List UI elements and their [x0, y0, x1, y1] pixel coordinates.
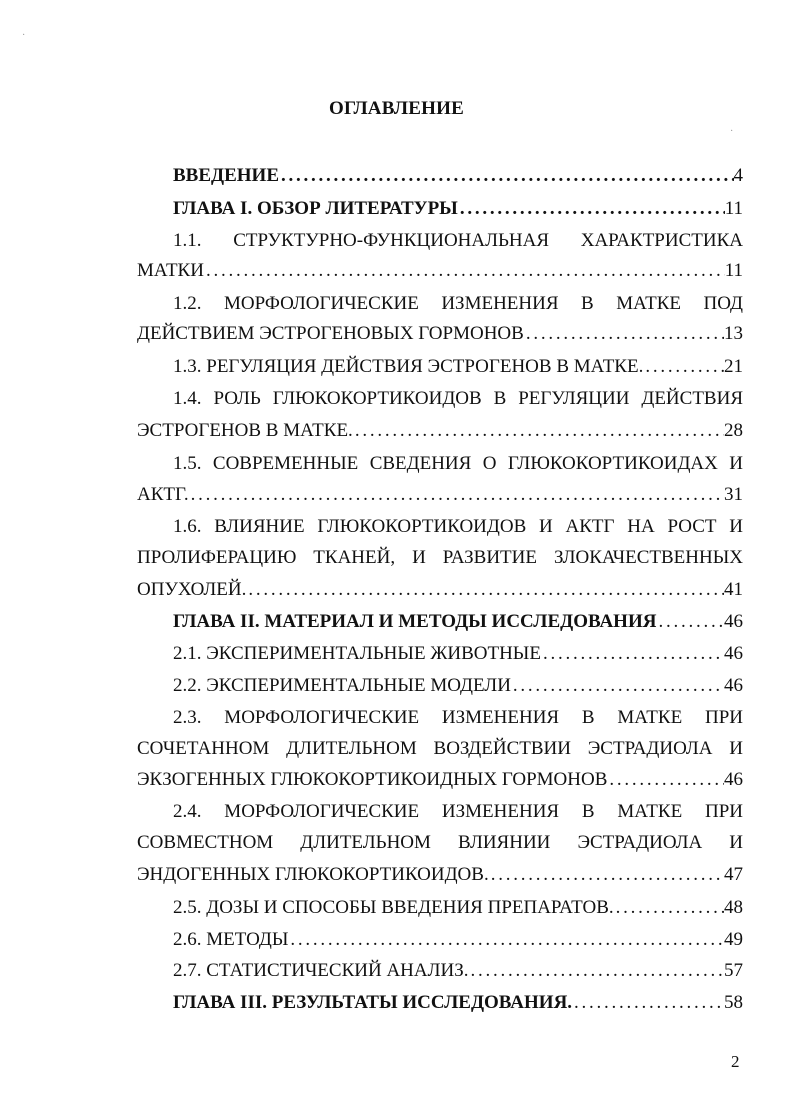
toc-entry-text: СОЧЕТАННОМ ДЛИТЕЛЬНОМ ВОЗДЕЙСТВИИ ЭСТРАДИОЛА И	[137, 738, 743, 759]
toc-entry-2-3-line2[interactable]	[137, 736, 743, 762]
toc-entry-1-2-line1[interactable]	[173, 291, 743, 317]
toc-page-number: 57	[724, 960, 743, 981]
toc-entry-text: ЭСТРОГЕНОВ В МАТКЕ.	[137, 420, 353, 441]
toc-entry-text: ДЕЙСТВИЕМ ЭСТРОГЕНОВЫХ ГОРМОНОВ	[137, 323, 524, 344]
toc-entry-text: ЭКЗОГЕННЫХ ГЛЮКОКОРТИКОИДНЫХ ГОРМОНОВ	[137, 769, 608, 790]
toc-page-number: 11	[724, 260, 743, 281]
toc-entry-text: 2.2. ЭКСПЕРИМЕНТАЛЬНЫЕ МОДЕЛИ	[173, 675, 511, 696]
toc-entry-1-6-last[interactable]	[137, 577, 743, 603]
toc-entry-text: ЭНДОГЕННЫХ ГЛЮКОКОРТИКОИДОВ.	[137, 864, 489, 885]
toc-page-number: 41	[724, 579, 743, 600]
toc-entry-text: 1.2. МОРФОЛОГИЧЕСКИЕ ИЗМЕНЕНИЯ В МАТКЕ ПОД	[173, 293, 743, 314]
toc-page-number: 4	[733, 165, 743, 186]
toc-entry-text: СОВМЕСТНОМ ДЛИТЕЛЬНОМ ВЛИЯНИИ ЭСТРАДИОЛА И	[137, 832, 743, 853]
toc-entry-text: 2.1. ЭКСПЕРИМЕНТАЛЬНЫЕ ЖИВОТНЫЕ	[173, 643, 541, 664]
toc-entry-text: АКТГ.	[137, 484, 189, 505]
toc-entry-text: 2.5. ДОЗЫ И СПОСОБЫ ВВЕДЕНИЯ ПРЕПАРАТОВ.	[173, 897, 614, 918]
toc-entry-text: ГЛАВА II. МАТЕРИАЛ И МЕТОДЫ ИССЛЕДОВАНИЯ	[173, 611, 657, 632]
toc-entry-2-4-line2[interactable]	[137, 830, 743, 856]
toc-entry-2-1[interactable]	[173, 641, 743, 667]
scan-speck: ·	[730, 126, 734, 137]
toc-entry-chapter-1[interactable]	[173, 196, 743, 222]
toc-entry-chapter-3[interactable]	[173, 990, 743, 1016]
toc-entry-text: ОПУХОЛЕЙ.	[137, 579, 247, 600]
toc-entry-text: 2.6. МЕТОДЫ	[173, 929, 289, 950]
toc-entry-1-6-line1[interactable]	[173, 514, 743, 540]
toc-page-number: 46	[724, 643, 743, 664]
toc-entry-1-1-last[interactable]	[137, 258, 743, 284]
toc-page-number: 47	[724, 864, 743, 885]
toc-page-number: 48	[724, 897, 743, 918]
toc-entry-2-4-last[interactable]	[137, 862, 743, 888]
toc-entry-1-5-last[interactable]	[137, 482, 743, 508]
toc-entry-2-5[interactable]	[173, 895, 743, 921]
page-number: 2	[731, 1052, 740, 1071]
toc-page-number: 46	[724, 675, 743, 696]
toc-entry-2-3-line1[interactable]	[173, 705, 743, 731]
toc-entry-1-6-line2[interactable]	[137, 545, 743, 571]
toc-entry-2-3-last[interactable]	[137, 767, 743, 793]
toc-entry-1-2-last[interactable]	[137, 321, 743, 347]
toc-page-number: 13	[724, 323, 743, 344]
toc-page-number: 11	[724, 198, 743, 219]
toc-page-number: 58	[724, 992, 743, 1013]
toc-entry-text: ВВЕДЕНИЕ	[173, 165, 279, 186]
toc-entry-text: МАТКИ	[137, 260, 204, 281]
toc-entry-1-4-line1[interactable]	[173, 386, 743, 412]
page-title: ОГЛАВЛЕНИЕ	[329, 98, 464, 119]
toc-entry-text: 2.4. МОРФОЛОГИЧЕСКИЕ ИЗМЕНЕНИЯ В МАТКЕ ПРИ	[173, 801, 743, 822]
toc-page-number: 46	[724, 611, 743, 632]
toc-entry-text: 1.1. СТРУКТУРНО-ФУНКЦИОНАЛЬНАЯ ХАРАКТРИСТИКА	[173, 230, 743, 251]
toc-entry-text: 2.3. МОРФОЛОГИЧЕСКИЕ ИЗМЕНЕНИЯ В МАТКЕ ПРИ	[173, 707, 743, 728]
toc-entry-text: 1.5. СОВРЕМЕННЫЕ СВЕДЕНИЯ О ГЛЮКОКОРТИКОИДАХ И	[173, 453, 743, 474]
toc-entry-2-2[interactable]	[173, 673, 743, 699]
toc-entry-chapter-2[interactable]	[173, 609, 743, 635]
toc-entry-2-6[interactable]	[173, 927, 743, 953]
toc-entry-1-4-last[interactable]	[137, 418, 743, 444]
toc-entry-text: ГЛАВА III. РЕЗУЛЬТАТЫ ИССЛЕДОВАНИЯ.	[173, 992, 573, 1013]
toc-page-number: 49	[724, 929, 743, 950]
toc-entry-text: ГЛАВА I. ОБЗОР ЛИТЕРАТУРЫ	[173, 198, 458, 219]
toc-page-number: 31	[724, 484, 743, 505]
toc-entry-2-4-line1[interactable]	[173, 799, 743, 825]
toc-entry-introduction[interactable]	[173, 163, 743, 189]
toc-entry-1-5-line1[interactable]	[173, 451, 743, 477]
toc-entry-text: 2.7. СТАТИСТИЧЕСКИЙ АНАЛИЗ.	[173, 960, 469, 981]
toc-page-number: 21	[724, 356, 743, 377]
scan-speck: ·	[22, 30, 26, 41]
toc-entry-text: 1.6. ВЛИЯНИЕ ГЛЮКОКОРТИКОИДОВ И АКТГ НА РОСТ И	[173, 516, 743, 537]
toc-entry-text: 1.4. РОЛЬ ГЛЮКОКОРТИКОИДОВ В РЕГУЛЯЦИИ ДЕЙСТВИЯ	[173, 388, 743, 409]
toc-entry-1-1-line1[interactable]	[173, 228, 743, 254]
toc-page-number: 46	[724, 769, 743, 790]
toc-entry-text: 1.3. РЕГУЛЯЦИЯ ДЕЙСТВИЯ ЭСТРОГЕНОВ В МАТКЕ.	[173, 356, 644, 377]
toc-entry-1-3[interactable]	[173, 354, 743, 380]
toc-entry-text: ПРОЛИФЕРАЦИЮ ТКАНЕЙ, И РАЗВИТИЕ ЗЛОКАЧЕСТВЕННЫХ	[137, 547, 743, 568]
toc-page-number: 28	[724, 420, 743, 441]
toc-entry-2-7[interactable]	[173, 958, 743, 984]
